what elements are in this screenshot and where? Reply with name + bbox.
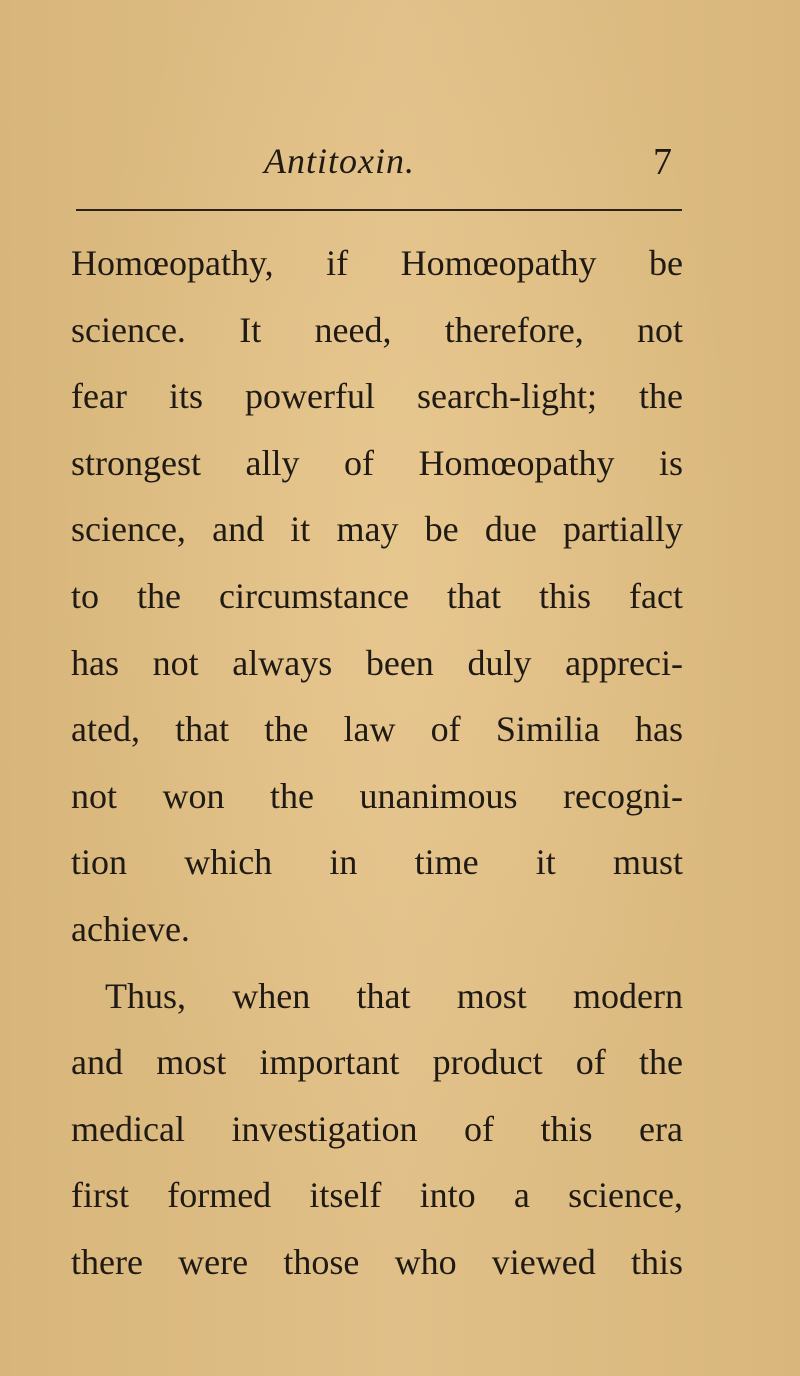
text-line: achieve. xyxy=(71,908,190,949)
page-number: 7 xyxy=(653,141,672,183)
body-text xyxy=(71,230,683,1296)
text-line: ated, that the law of Similia has xyxy=(71,709,683,750)
text-line: has not always been duly appreci- xyxy=(71,642,683,683)
header-rule xyxy=(76,209,682,211)
page-header xyxy=(76,132,672,192)
text-line: science, and it may be due partially xyxy=(71,509,683,550)
text-line: Thus, when that most modern xyxy=(105,975,683,1016)
text-line: and most important product of the xyxy=(71,1042,683,1083)
running-head: Antitoxin. xyxy=(264,141,415,181)
text-line: first formed itself into a science, xyxy=(71,1175,683,1216)
text-line: strongest ally of Homœopathy is xyxy=(71,442,683,483)
text-line: there were those who viewed this xyxy=(71,1241,683,1282)
text-line: tion which in time it must xyxy=(71,842,683,883)
text-line: Homœopathy, if Homœopathy be xyxy=(71,243,683,283)
text-line: to the circumstance that this fact xyxy=(71,575,683,616)
text-line: fear its powerful search-light; the xyxy=(71,376,683,417)
text-line: science. It need, therefore, not xyxy=(71,309,683,350)
text-line: medical investigation of this era xyxy=(71,1108,683,1149)
text-line: not won the unanimous recogni- xyxy=(71,775,683,816)
